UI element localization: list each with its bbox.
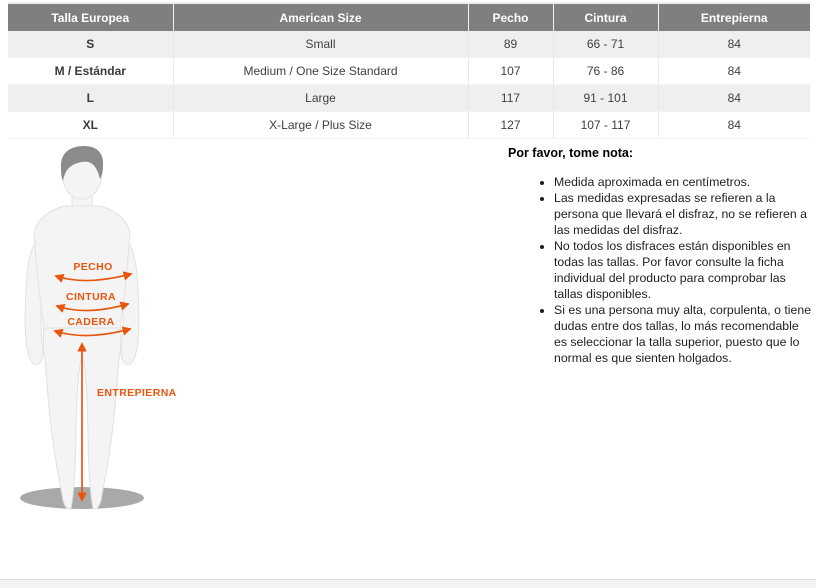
inseam-label: ENTREPIERNA bbox=[97, 387, 177, 399]
header-cell-cintura: Cintura bbox=[553, 3, 658, 31]
table-row-m bbox=[8, 58, 810, 85]
table-cell: Medium / One Size Standard bbox=[173, 58, 468, 85]
table-cell: 66 - 71 bbox=[553, 31, 658, 58]
table-cell: 107 - 117 bbox=[553, 112, 658, 139]
table-cell: 84 bbox=[658, 58, 810, 85]
table-row-l bbox=[8, 85, 810, 112]
table-cell: M / Estándar bbox=[8, 58, 173, 85]
table-cell: 117 bbox=[468, 85, 553, 112]
table-cell: Large bbox=[173, 85, 468, 112]
note-item: • No todos los disfraces están disponibles en todas las tallas. Por favor consulte la ficha individual del producto para comprobar las tallas disponibles. bbox=[554, 238, 812, 302]
header-row bbox=[8, 3, 810, 31]
notes-list bbox=[508, 174, 812, 366]
header-cell-pecho: Pecho bbox=[468, 3, 553, 31]
table-cell: 84 bbox=[658, 112, 810, 139]
table-row-xl bbox=[8, 112, 810, 139]
size-chart-table bbox=[8, 2, 810, 139]
table-row-s bbox=[8, 31, 810, 58]
waist-label: CINTURA bbox=[65, 291, 117, 303]
table-cell: S bbox=[8, 31, 173, 58]
header-cell-american-size: American Size bbox=[173, 3, 468, 31]
header-cell-entrepierna: Entrepierna bbox=[658, 3, 810, 31]
table-cell: 127 bbox=[468, 112, 553, 139]
chest-label: PECHO bbox=[73, 261, 113, 273]
note-item: • Medida aproximada en centímetros. bbox=[554, 174, 812, 190]
body-measurement-diagram bbox=[0, 140, 240, 540]
table-cell: Small bbox=[173, 31, 468, 58]
note-item: • Si es una persona muy alta, corpulenta, o tiene dudas entre dos tallas, lo más recomendable es seleccionar la talla superior, puesto que lo normal es que sienten holgados. bbox=[554, 302, 812, 366]
table-cell: X-Large / Plus Size bbox=[173, 112, 468, 139]
notes-heading: Por favor, tome nota: bbox=[508, 146, 634, 160]
table-cell: 76 - 86 bbox=[553, 58, 658, 85]
size-chart-body bbox=[8, 31, 810, 139]
table-cell: 84 bbox=[658, 85, 810, 112]
header-cell-talla-europea: Talla Europea bbox=[8, 3, 173, 31]
size-chart-header bbox=[8, 3, 810, 31]
notes-panel bbox=[508, 146, 812, 366]
table-cell: XL bbox=[8, 112, 173, 139]
table-cell: 84 bbox=[658, 31, 810, 58]
table-cell: L bbox=[8, 85, 173, 112]
size-chart bbox=[8, 2, 810, 139]
hip-label: CADERA bbox=[67, 316, 115, 328]
table-cell: 91 - 101 bbox=[553, 85, 658, 112]
table-cell: 107 bbox=[468, 58, 553, 85]
note-item: • Las medidas expresadas se refieren a la persona que llevará el disfraz, no se refieren a las medidas del disfraz. bbox=[554, 190, 812, 238]
table-cell: 89 bbox=[468, 31, 553, 58]
bottom-divider-bar bbox=[0, 579, 816, 588]
